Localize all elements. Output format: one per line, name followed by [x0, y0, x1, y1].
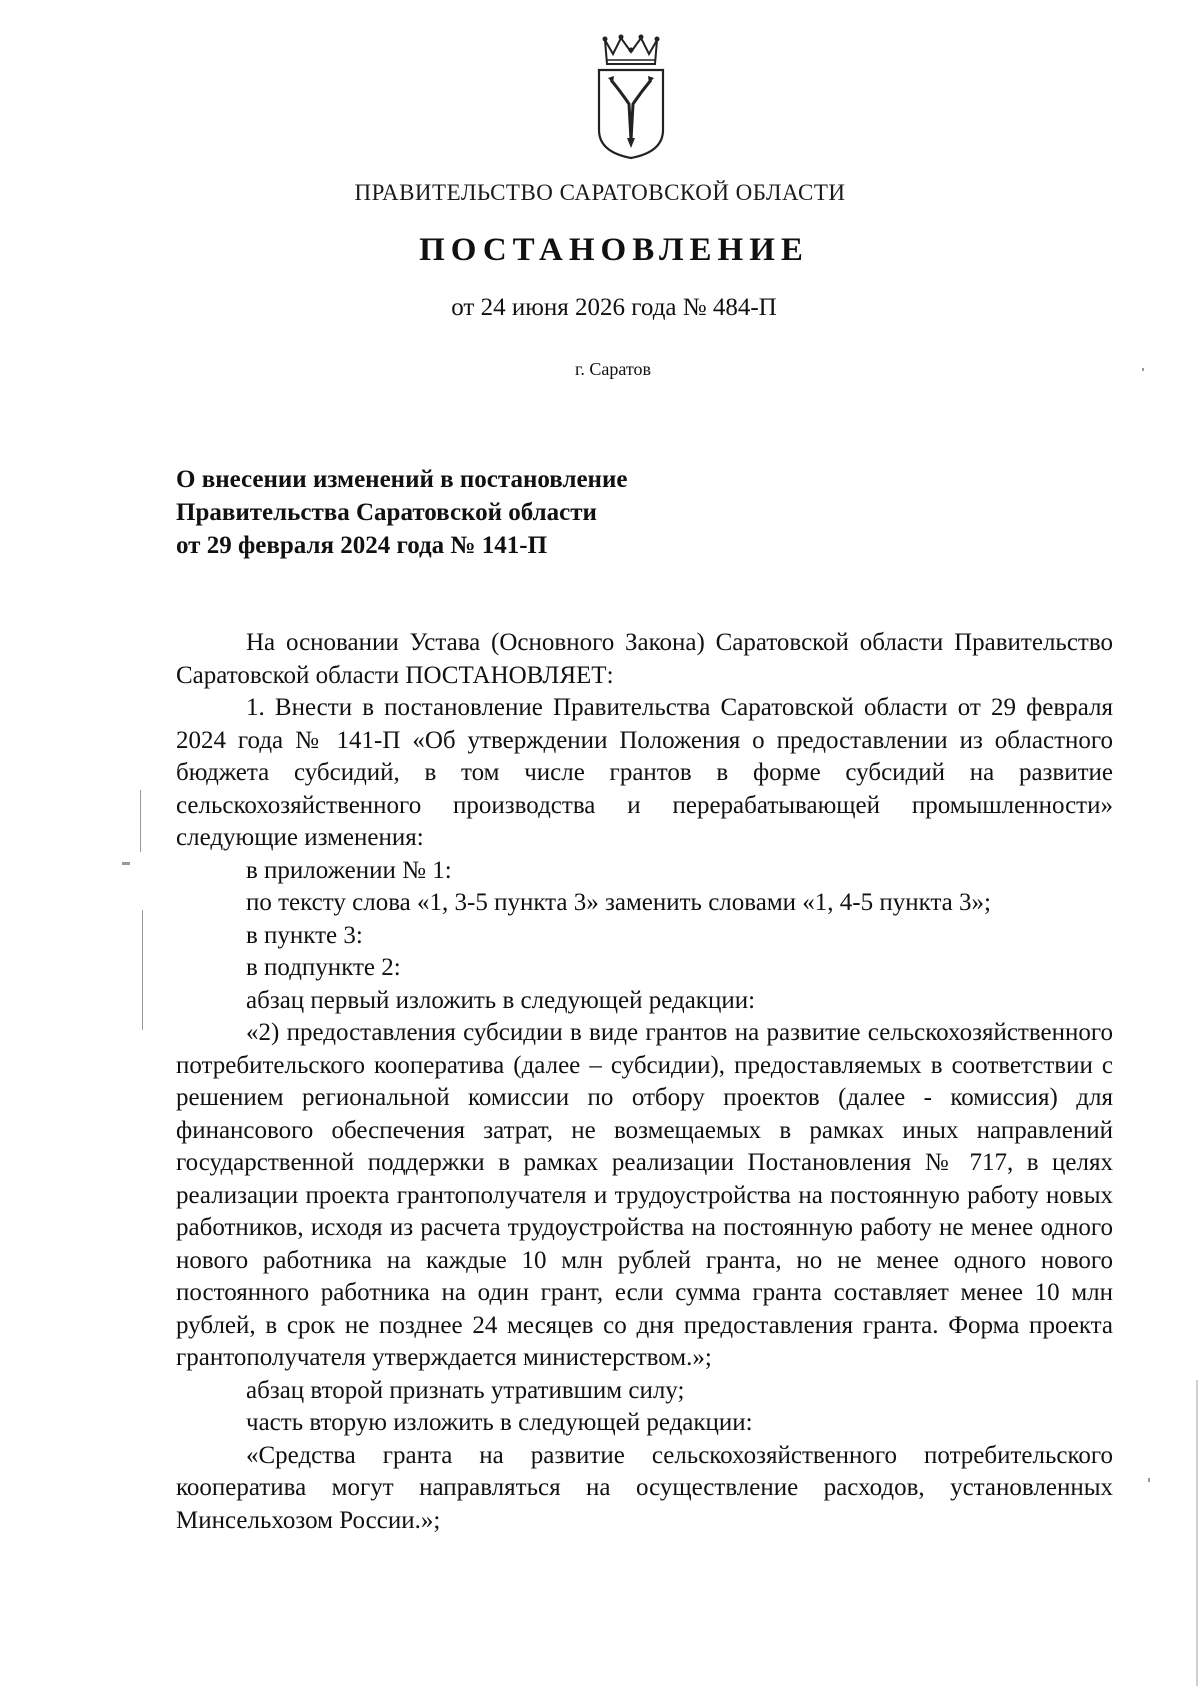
body-paragraph: по тексту слова «1, 3-5 пункта 3» заменить словами «1, 4-5 пункта 3»; [246, 889, 991, 916]
body-paragraph: «2) предоставления субсидии в виде грантов на развитие сельскохозяйственного потребительского кооператива (далее – субсидии), предоставляемых в соответствии с решением региональной комиссии по отбору проектов (далее - комиссия) для финансового обеспечения затрат, не возмещаемых в рамках иных направлений государственной поддержки в рамках реализации Постановления № 717, в целях реализации проекта грантополучателя и трудоустройства на постоянную работу новых работников, исходя из расчета трудоустройства на постоянную работу не менее одного нового работника на каждые 10 млн рублей гранта, но не менее одного нового постоянного работника на один грант, если сумма гранта составляет менее 10 млн рублей, в срок не позднее 24 месяцев со дня предоставления гранта. Форма проекта грантополучателя утверждается министерством.»; [176, 1019, 1113, 1371]
coat-of-arms-icon [591, 30, 671, 160]
document-heading [176, 463, 736, 562]
scan-artifact [140, 790, 141, 852]
body-paragraph: в приложении № 1: [246, 856, 452, 884]
heading-line: Правительства Саратовской области [176, 499, 597, 526]
body-paragraph: часть вторую изложить в следующей редакции: [246, 1409, 753, 1436]
body-paragraph: абзац второй признать утратившим силу; [246, 1376, 685, 1404]
government-name: ПРАВИТЕЛЬСТВО САРАТОВСКОЙ ОБЛАСТИ [354, 180, 846, 205]
heading-line: О внесении изменений в постановление [176, 466, 628, 493]
scan-artifact [1142, 368, 1144, 371]
document-city: г. Саратов [575, 359, 651, 379]
document-body [176, 627, 1113, 1537]
document-date-number: от 24 июня 2026 года № 484-П [451, 294, 777, 321]
body-paragraph: абзац первый изложить в следующей редакции: [246, 986, 756, 1014]
document-type-title: ПОСТАНОВЛЕНИЕ [419, 232, 809, 268]
scan-artifact [142, 910, 143, 1030]
body-paragraph: На основании Устава (Основного Закона) Саратовской области Правительство Саратовской области ПОСТАНОВЛЯЕТ: [176, 629, 1113, 689]
heading-line: от 29 февраля 2024 года № 141-П [176, 532, 548, 559]
body-paragraph: 1. Внести в постановление Правительства Саратовской области от 29 февраля 2024 года № 141-П «Об утверждении Положения о предоставлении из областного бюджета субсидий, в том числе грантов в форме субсидий на развитие сельскохозяйственного производства и перерабатывающей промышленности» следующие изменения: [176, 694, 1113, 851]
scan-artifact [1148, 1478, 1150, 1482]
scan-edge [1196, 1380, 1198, 1686]
scan-artifact [122, 862, 130, 865]
body-paragraph: в пункте 3: [246, 921, 363, 949]
body-paragraph: «Средства гранта на развитие сельскохозяйственного потребительского кооператива могут направляться на осуществление расходов, установленных Минсельхозом России.»; [176, 1441, 1113, 1534]
body-paragraph: в подпункте 2: [246, 954, 401, 981]
